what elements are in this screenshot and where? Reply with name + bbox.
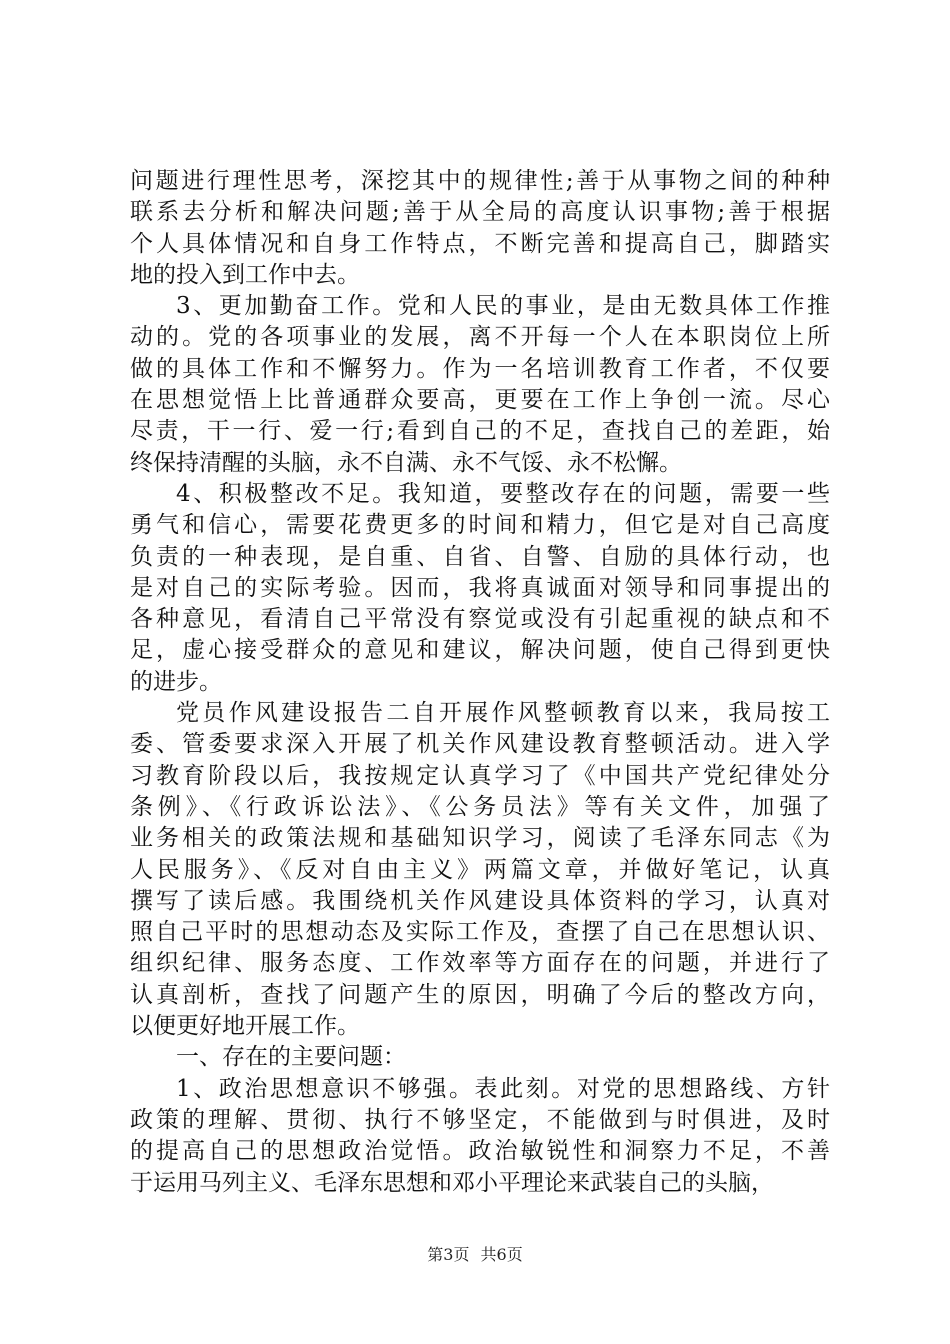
text-line: 人民服务》、《反对自由主义》两篇文章，并做好笔记，认真	[130, 856, 830, 883]
text-line: 照自己平时的思想动态及实际工作及，查摆了自己在思想认识、	[130, 919, 830, 946]
page-footer	[0, 1245, 950, 1265]
text-line: 个人具体情况和自身工作特点，不断完善和提高自己，脚踏实	[130, 230, 830, 257]
text-line: 是对自己的实际考验。因而，我将真诚面对领导和同事提出的	[130, 574, 830, 601]
paragraph	[130, 291, 830, 479]
text-line: 勇气和信心，需要花费更多的时间和精力，但它是对自己高度	[130, 512, 830, 539]
text-line: 撰写了读后感。我围绕机关作风建设具体资料的学习，认真对	[130, 887, 830, 914]
paragraph	[130, 166, 830, 291]
text-line: 3、更加勤奋工作。党和人民的事业，是由无数具体工作推	[176, 293, 830, 320]
text-line: 做的具体工作和不懈努力。作为一名培训教育工作者，不仅要	[130, 355, 830, 382]
text-line: 在思想觉悟上比普通群众要高，更要在工作上争创一流。尽心	[130, 387, 830, 414]
text-line: 业务相关的政策法规和基础知识学习，阅读了毛泽东同志《为	[130, 825, 830, 852]
text-line: 4、积极整改不足。我知道，要整改存在的问题，需要一些	[176, 480, 830, 507]
text-line: 地的投入到工作中去。	[130, 261, 360, 288]
document-body	[130, 166, 830, 1199]
text-line: 的进步。	[130, 668, 222, 695]
text-line: 习教育阶段以后，我按规定认真学习了《中国共产党纪律处分	[130, 762, 830, 789]
text-line: 于运用马列主义、毛泽东思想和邓小平理论来武装自己的头脑，	[130, 1169, 774, 1196]
text-line: 各种意见，看清自己平常没有察觉或没有引起重视的缺点和不	[130, 606, 830, 633]
paragraph	[130, 698, 830, 1042]
text-line: 的提高自己的思想政治觉悟。政治敏锐性和洞察力不足，不善	[130, 1138, 830, 1165]
text-line: 动的。党的各项事业的发展，离不开每一个人在本职岗位上所	[130, 324, 830, 351]
text-line: 问题进行理性思考，深挖其中的规律性;善于从事物之间的种种	[130, 168, 830, 194]
text-line: 条例》、《行政诉讼法》、《公务员法》等有关文件，加强了	[130, 793, 830, 820]
text-line: 委、管委要求深入开展了机关作风建设教育整顿活动。进入学	[130, 731, 830, 758]
text-line: 政策的理解、贯彻、执行不够坚定，不能做到与时俱进，及时	[130, 1106, 830, 1133]
page-number: 第3页	[427, 1245, 470, 1264]
text-line: 足，虚心接受群众的意见和建议，解决问题，使自己得到更快	[130, 637, 830, 664]
text-line: 1、政治思想意识不够强。表此刻。对党的思想路线、方针	[176, 1075, 830, 1102]
paragraph	[130, 1042, 830, 1073]
text-line: 组织纪律、服务态度、工作效率等方面存在的问题，并进行了	[130, 950, 830, 977]
text-line: 负责的一种表现，是自重、自省、自警、自励的具体行动，也	[130, 543, 830, 570]
text-line: 认真剖析，查找了问题产生的原因，明确了今后的整改方向，	[130, 981, 830, 1008]
text-line: 以便更好地开展工作。	[130, 1013, 360, 1040]
text-line: 一、存在的主要问题：	[176, 1044, 406, 1071]
page-total: 共6页	[480, 1245, 523, 1264]
text-line: 尽责，干一行、爱一行;看到自己的不足，查找自己的差距，始	[130, 418, 830, 445]
paragraph	[130, 479, 830, 698]
text-line: 终保持清醒的头脑，永不自满、永不气馁、永不松懈。	[130, 449, 682, 476]
text-line: 党员作风建设报告二自开展作风整顿教育以来，我局按工	[176, 700, 830, 727]
text-line: 联系去分析和解决问题;善于从全局的高度认识事物;善于根据	[130, 199, 830, 226]
paragraph	[130, 1074, 830, 1199]
